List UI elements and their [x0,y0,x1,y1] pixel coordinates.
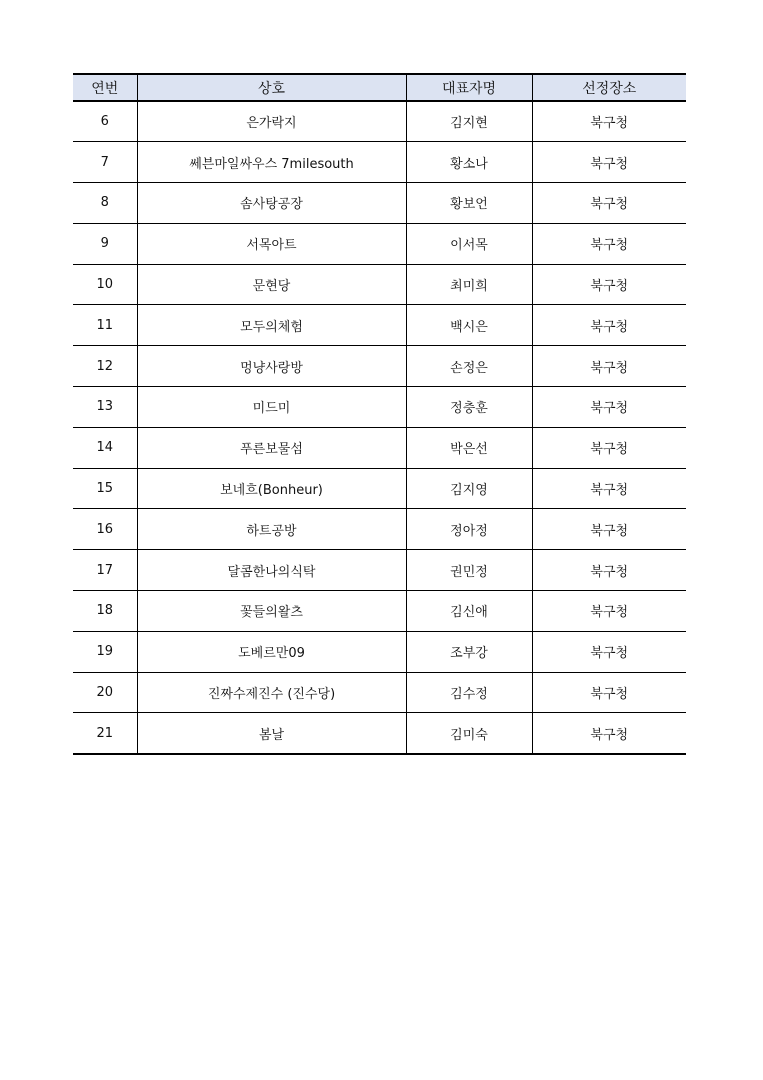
table-row [73,427,686,468]
table-row [73,387,686,428]
cell-business-name: 푸른보물섬 [137,427,406,468]
table-row [73,591,686,632]
cell-no: 6 [100,114,109,130]
header-business-name: 상호 [137,74,406,101]
cell-representative: 권민정 [406,550,532,591]
cell-location: 북구청 [532,346,686,387]
cell-no: 20 [73,672,137,713]
cell-business-name: 모두의체험 [137,305,406,346]
table-row [73,183,686,224]
cell-business-name: 보네흐(Bonheur) [137,468,406,509]
cell-no: 8 [73,183,137,224]
cell-representative: 정충훈 [406,387,532,428]
table-row [73,468,686,509]
cell-location: 북구청 [532,550,686,591]
table-row [73,264,686,305]
cell-representative: 조부강 [406,631,532,672]
table-row [73,713,686,754]
header-location: 선정장소 [532,74,686,101]
cell-representative: 정아정 [406,509,532,550]
cell-representative: 황보언 [406,183,532,224]
cell-representative: 손정은 [406,346,532,387]
cell-location: 북구청 [532,468,686,509]
cell-representative: 박은선 [406,427,532,468]
cell-no: 15 [73,468,137,509]
cell-business-name: 미드미 [137,387,406,428]
cell-location: 북구청 [532,509,686,550]
table-row [73,101,686,142]
cell-location: 북구청 [532,223,686,264]
cell-no: 18 [73,591,137,632]
cell-representative: 김미숙 [406,713,532,754]
cell-business-name: 쎄븐마일싸우스 7milesouth [137,142,406,183]
cell-representative: 최미희 [406,264,532,305]
cell-no: 9 [73,223,137,264]
cell-location: 북구청 [532,264,686,305]
cell-no: 21 [73,713,137,754]
table-row [73,305,686,346]
cell-no: 10 [73,264,137,305]
cell-location: 북구청 [532,427,686,468]
cell-representative: 백시은 [406,305,532,346]
cell-representative: 김수정 [406,672,532,713]
cell-representative: 김지영 [406,468,532,509]
cell-location: 북구청 [532,387,686,428]
cell-no: 7 [73,142,137,183]
cell-no: 12 [73,346,137,387]
vendor-table [73,73,686,755]
cell-business-name: 봄날 [137,713,406,754]
cell-representative: 김신애 [406,591,532,632]
header-no: 연번 [73,74,137,101]
cell-business-name: 서목아트 [137,223,406,264]
cell-location: 북구청 [532,713,686,754]
header-representative: 대표자명 [406,74,532,101]
cell-no: 16 [73,509,137,550]
table-row [73,509,686,550]
table-row [73,142,686,183]
cell-location: 북구청 [532,305,686,346]
table-row [73,672,686,713]
cell-business-name: 하트공방 [137,509,406,550]
cell-business-name: 꽃들의왈츠 [137,591,406,632]
cell-no: 14 [73,427,137,468]
table-header-row [73,74,686,101]
table-body [73,101,686,754]
cell-location: 북구청 [532,183,686,224]
cell-business-name: 진짜수제진수 (진수당) [137,672,406,713]
cell-location: 북구청 [532,142,686,183]
cell-representative: 이서목 [406,223,532,264]
cell-no: 19 [73,631,137,672]
cell-business-name: 도베르만09 [137,631,406,672]
cell-location: 북구청 [532,101,686,142]
cell-location: 북구청 [532,672,686,713]
table-row [73,550,686,591]
cell-location: 북구청 [532,591,686,632]
cell-representative: 황소나 [406,142,532,183]
table-row [73,631,686,672]
cell-no: 17 [73,550,137,591]
cell-location: 북구청 [532,631,686,672]
cell-no: 13 [73,387,137,428]
cell-business-name: 문현당 [137,264,406,305]
table-row [73,223,686,264]
cell-business-name: 멍냥사랑방 [137,346,406,387]
cell-representative: 김지현 [406,101,532,142]
cell-no: 11 [73,305,137,346]
table-row [73,346,686,387]
cell-business-name: 달콤한나의식탁 [137,550,406,591]
cell-business-name: 솜사탕공장 [137,183,406,224]
cell-business-name: 은가락지 [137,101,406,142]
